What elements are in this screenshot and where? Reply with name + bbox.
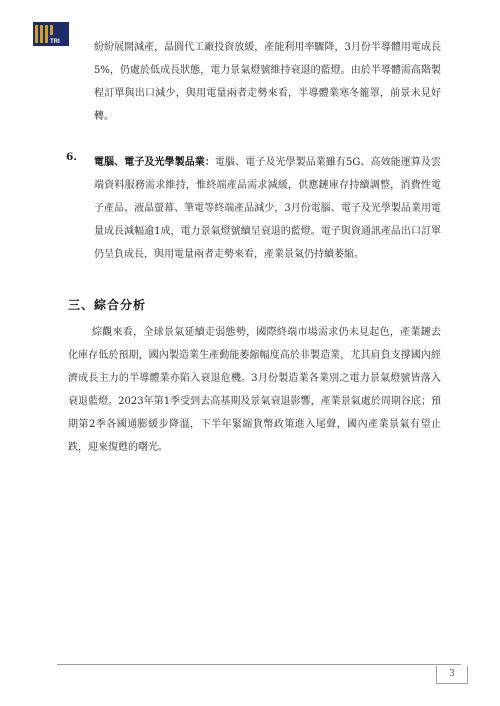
section-heading: 三、綜合分析 (68, 298, 147, 312)
logo-text: TRI (50, 39, 60, 45)
item-body: 電腦、電子及光學製品業雖有5G、高效能運算及雲端資料服務需求維持，惟終端產品需求減緩，供應鏈庫存持續調整，消費性電子產品、液晶螢幕、筆電等終端產品減少，3月份電腦、電子及光學製品業用電量成長減幅逾1成，電力景氣燈號續呈衰退的藍燈。電子與資通訊產品出口訂單仍呈負成長，與用電量兩者走勢來看，產業景氣仍持續萎縮。 (94, 157, 441, 260)
tri-logo (33, 22, 69, 46)
paragraph-semiconductor: 紛紛展開減產，晶圓代工廠投資放緩，產能利用率驟降，3月份半導體用電成長5%，仍處於低成長狀態，電力景氣燈號維持衰退的藍燈。由於半導體需高階製程訂單與出口減少，與用電量兩者走勢來看，半導體業寒冬籠罩，前景未見好轉。 (94, 42, 441, 122)
page-number: 3 (436, 666, 468, 684)
paragraph-electronics (94, 151, 441, 266)
item-title: 電腦、電子及光學製品業： (94, 157, 215, 168)
footer-divider (57, 664, 461, 665)
paragraph-summary: 綜觀來看，全球景氣延續走弱態勢，國際終端市場需求仍未見起色，產業鏈去化庫存低於預期，國內製造業生產動能萎縮幅度高於非製造業，尤其肩負支撐國內經濟成長主力的半導體業亦陷入衰退危機。3月份製造業各業別之電力景氣燈號皆落入衰退藍燈。2023年第1季受到去高基期及景氣衰退影響，產業景氣處於周期谷底；預期第2季各國通膨緩步降溫，下半年緊縮貨幣政策進入尾聲，國內產業景氣有望止跌，迎來復甦的曙光。 (68, 327, 441, 453)
item-number: 6. (66, 151, 77, 163)
